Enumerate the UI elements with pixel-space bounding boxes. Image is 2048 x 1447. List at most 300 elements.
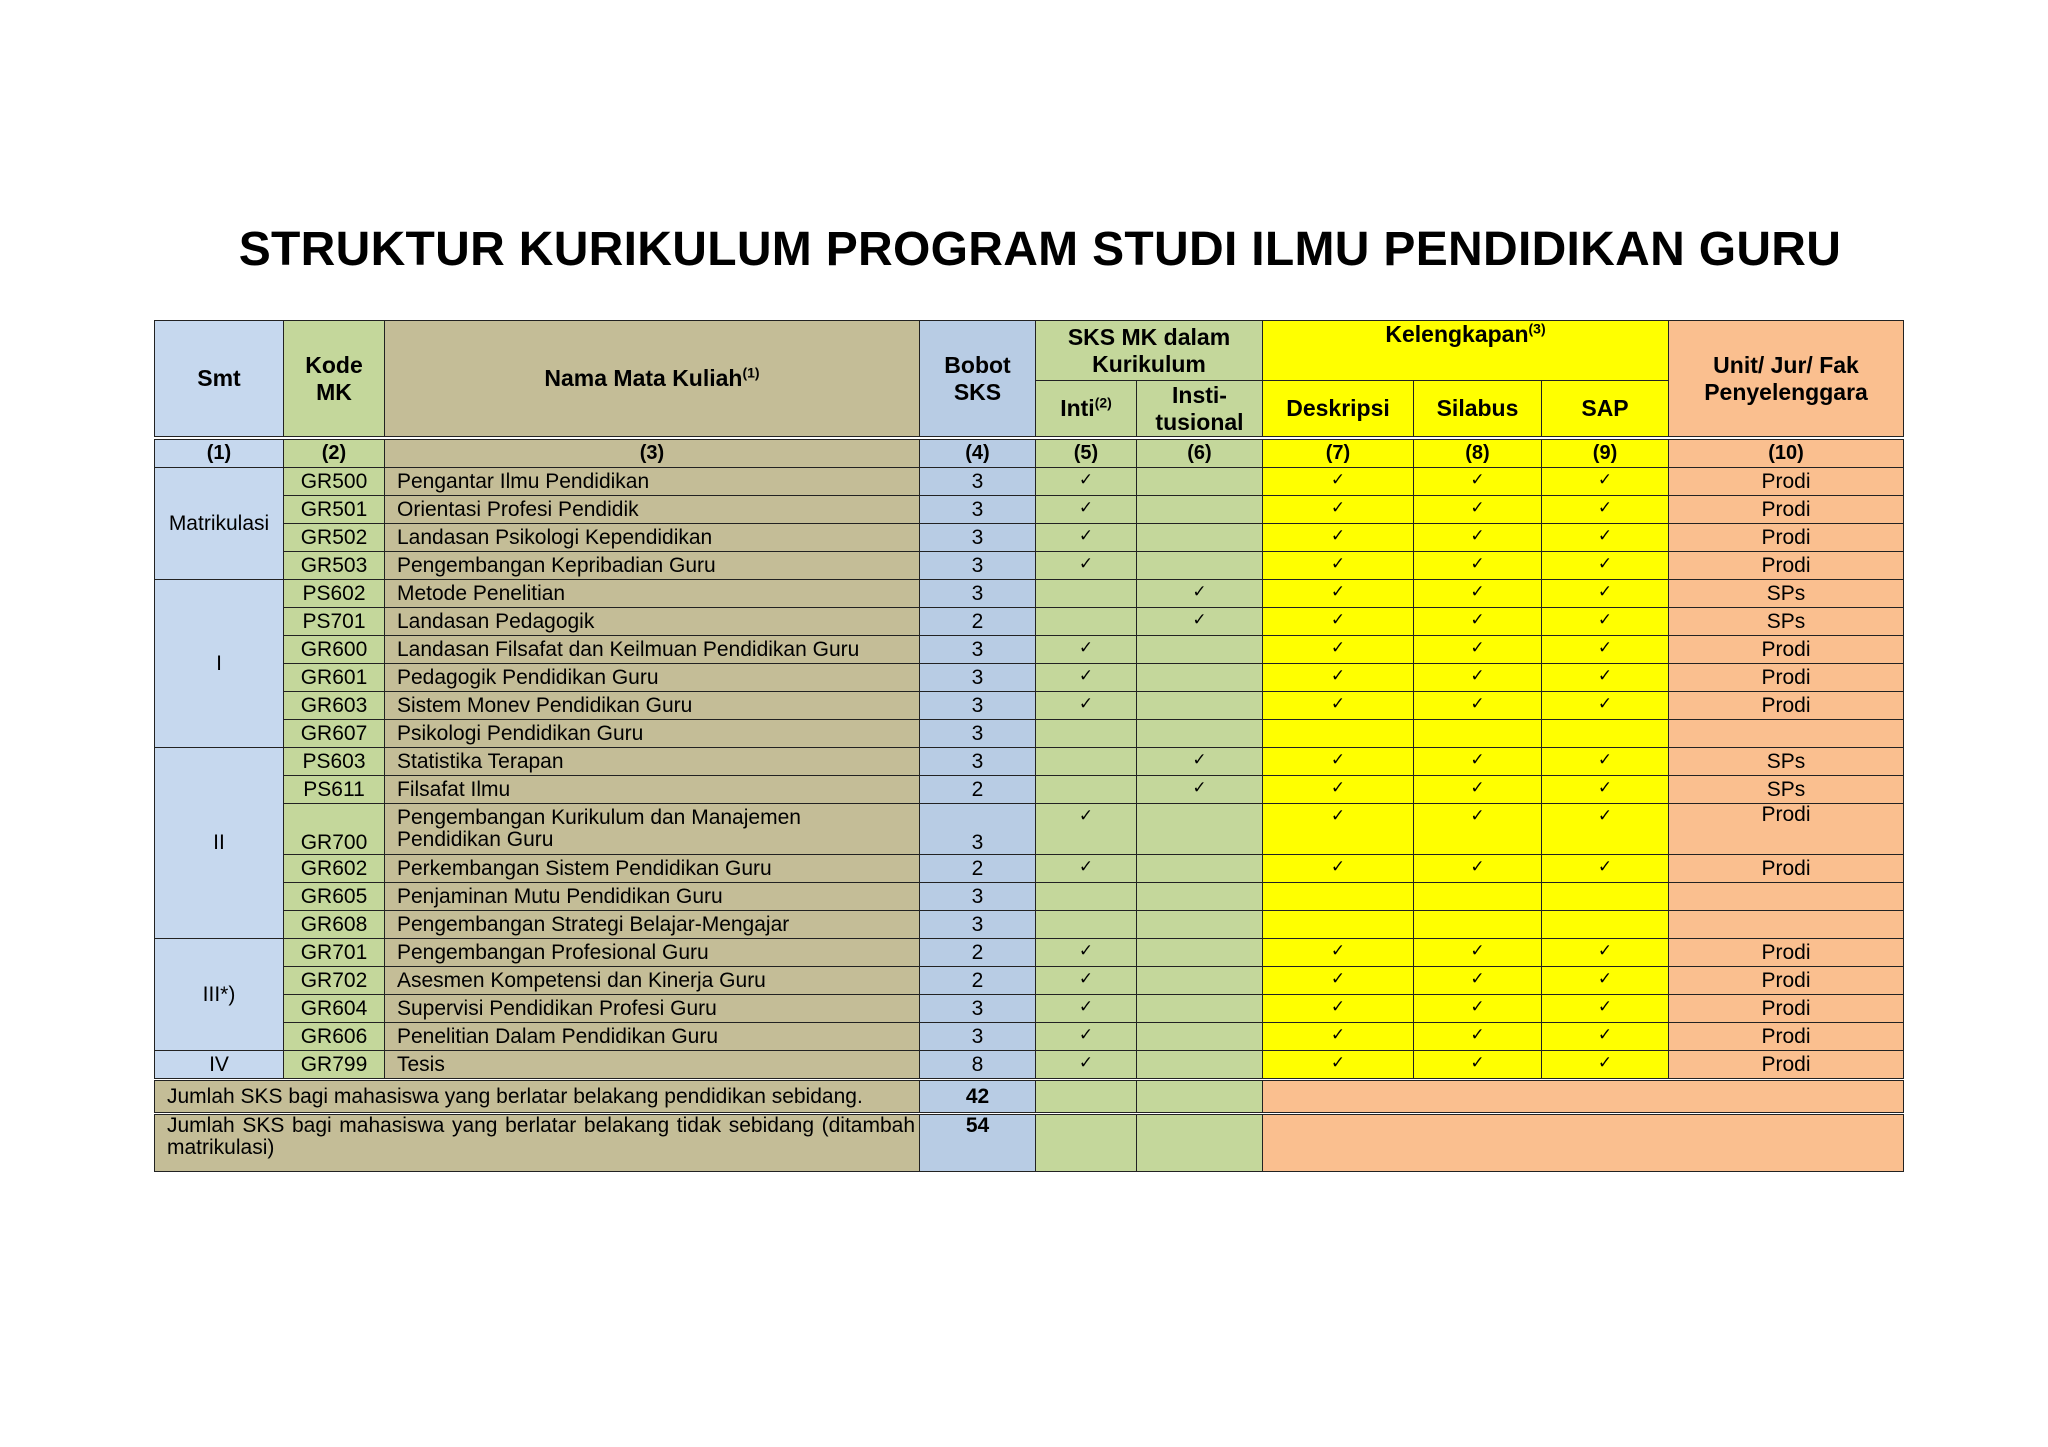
check-cell bbox=[1263, 608, 1414, 636]
check-icon: ✓ bbox=[1597, 666, 1613, 686]
check-cell bbox=[1263, 776, 1414, 804]
check-icon: ✓ bbox=[1192, 610, 1207, 630]
check-cell bbox=[1036, 636, 1137, 664]
check-cell bbox=[1263, 468, 1414, 496]
kode-cell: GR603 bbox=[284, 692, 385, 720]
kode-cell: GR502 bbox=[284, 524, 385, 552]
check-cell bbox=[1542, 804, 1669, 855]
nama-line: Landasan Psikologi Kependidikan bbox=[397, 525, 713, 549]
kode-cell: GR605 bbox=[284, 883, 385, 911]
check-icon: ✓ bbox=[1330, 806, 1346, 826]
col-number: (4) bbox=[920, 440, 1036, 468]
check-icon: ✓ bbox=[1330, 1053, 1346, 1073]
check-icon: ✓ bbox=[1470, 526, 1485, 546]
check-icon: ✓ bbox=[1597, 806, 1613, 826]
nama-line: Perkembangan Sistem Pendidikan Guru bbox=[397, 856, 772, 880]
check-cell bbox=[1036, 804, 1137, 855]
unit-cell: Prodi bbox=[1669, 552, 1904, 580]
check-cell bbox=[1414, 804, 1542, 855]
check-icon: ✓ bbox=[1078, 554, 1094, 574]
check-icon: ✓ bbox=[1078, 526, 1094, 546]
check-cell bbox=[1542, 911, 1669, 939]
check-cell bbox=[1036, 608, 1137, 636]
nama-cell bbox=[385, 911, 920, 939]
check-cell bbox=[1542, 939, 1669, 967]
check-cell bbox=[1137, 1051, 1263, 1079]
check-cell bbox=[1137, 524, 1263, 552]
check-cell bbox=[1036, 967, 1137, 995]
nama-line: Statistika Terapan bbox=[397, 749, 564, 773]
nama-cell bbox=[385, 748, 920, 776]
check-cell bbox=[1036, 524, 1137, 552]
check-icon: ✓ bbox=[1078, 1053, 1094, 1073]
check-cell bbox=[1414, 911, 1542, 939]
bobot-cell: 2 bbox=[920, 855, 1036, 883]
kode-cell: GR607 bbox=[284, 720, 385, 748]
check-cell bbox=[1414, 748, 1542, 776]
check-icon: ✓ bbox=[1597, 750, 1613, 770]
check-cell bbox=[1036, 883, 1137, 911]
header-silabus: Silabus bbox=[1414, 381, 1542, 437]
check-cell bbox=[1414, 580, 1542, 608]
smt-cell: IV bbox=[155, 1051, 284, 1079]
check-cell bbox=[1414, 496, 1542, 524]
col-number: (8) bbox=[1414, 440, 1542, 468]
header-unit-penyelenggara: Unit/ Jur/ Fak Penyelenggara bbox=[1669, 321, 1904, 437]
check-icon: ✓ bbox=[1470, 1025, 1485, 1045]
check-icon: ✓ bbox=[1330, 857, 1346, 877]
check-cell bbox=[1414, 995, 1542, 1023]
check-icon: ✓ bbox=[1597, 582, 1613, 602]
check-cell bbox=[1137, 580, 1263, 608]
check-cell bbox=[1137, 748, 1263, 776]
table-row bbox=[155, 720, 1904, 748]
nama-line: Pengembangan Kurikulum dan Manajemen bbox=[397, 806, 801, 829]
bobot-cell: 3 bbox=[920, 524, 1036, 552]
check-cell bbox=[1542, 468, 1669, 496]
check-icon: ✓ bbox=[1330, 470, 1346, 490]
nama-cell bbox=[385, 883, 920, 911]
check-icon: ✓ bbox=[1330, 997, 1346, 1017]
col-number: (2) bbox=[284, 440, 385, 468]
table-row bbox=[155, 855, 1904, 883]
unit-cell: Prodi bbox=[1669, 524, 1904, 552]
header-institusional: Insti-tusional bbox=[1137, 381, 1263, 437]
check-icon: ✓ bbox=[1597, 857, 1613, 877]
check-cell bbox=[1414, 1051, 1542, 1079]
check-icon: ✓ bbox=[1078, 638, 1094, 658]
summary-row bbox=[155, 1115, 1904, 1172]
check-cell bbox=[1542, 720, 1669, 748]
summary-row bbox=[155, 1081, 1904, 1113]
header-inti: Inti$^{(2)}$ bbox=[1036, 381, 1137, 437]
check-cell bbox=[1542, 1023, 1669, 1051]
check-icon: ✓ bbox=[1470, 969, 1485, 989]
nama-cell bbox=[385, 804, 920, 855]
check-icon: ✓ bbox=[1470, 638, 1485, 658]
check-icon: ✓ bbox=[1192, 778, 1207, 798]
check-icon: ✓ bbox=[1597, 969, 1613, 989]
check-cell bbox=[1414, 664, 1542, 692]
kode-cell: GR606 bbox=[284, 1023, 385, 1051]
table-row bbox=[155, 883, 1904, 911]
bobot-cell: 2 bbox=[920, 776, 1036, 804]
nama-line: Penjaminan Mutu Pendidikan Guru bbox=[397, 884, 723, 908]
check-cell bbox=[1036, 552, 1137, 580]
check-cell bbox=[1263, 995, 1414, 1023]
nama-line: Pedagogik Pendidikan Guru bbox=[397, 665, 659, 689]
table-row bbox=[155, 967, 1904, 995]
col-number: (7) bbox=[1263, 440, 1414, 468]
check-cell bbox=[1263, 883, 1414, 911]
check-icon: ✓ bbox=[1470, 470, 1485, 490]
unit-cell: SPs bbox=[1669, 748, 1904, 776]
header-bobot-sks: Bobot SKS bbox=[920, 321, 1036, 437]
table-row bbox=[155, 496, 1904, 524]
smt-cell: Matrikulasi bbox=[155, 468, 284, 580]
header-kode-mk: Kode MK bbox=[284, 321, 385, 437]
bobot-cell: 3 bbox=[920, 911, 1036, 939]
check-cell bbox=[1414, 1023, 1542, 1051]
nama-line: Pengembangan Strategi Belajar-Mengajar bbox=[397, 912, 790, 936]
check-icon: ✓ bbox=[1470, 806, 1485, 826]
kode-cell: GR503 bbox=[284, 552, 385, 580]
col-number: (6) bbox=[1137, 440, 1263, 468]
bobot-cell: 3 bbox=[920, 883, 1036, 911]
check-cell bbox=[1414, 524, 1542, 552]
table-row bbox=[155, 1051, 1904, 1079]
check-cell bbox=[1542, 1051, 1669, 1079]
unit-cell: Prodi bbox=[1669, 967, 1904, 995]
check-cell bbox=[1036, 939, 1137, 967]
bobot-cell: 3 bbox=[920, 636, 1036, 664]
check-cell bbox=[1542, 995, 1669, 1023]
table-row bbox=[155, 524, 1904, 552]
check-cell bbox=[1263, 1051, 1414, 1079]
check-icon: ✓ bbox=[1470, 582, 1485, 602]
nama-cell bbox=[385, 468, 920, 496]
nama-cell bbox=[385, 692, 920, 720]
check-cell bbox=[1542, 664, 1669, 692]
check-cell bbox=[1542, 636, 1669, 664]
nama-cell bbox=[385, 776, 920, 804]
check-icon: ✓ bbox=[1470, 857, 1485, 877]
check-icon: ✓ bbox=[1078, 498, 1094, 518]
check-cell bbox=[1414, 883, 1542, 911]
check-cell bbox=[1542, 776, 1669, 804]
nama-cell bbox=[385, 995, 920, 1023]
check-cell bbox=[1542, 496, 1669, 524]
header-sks-mk-kurikulum: SKS MK dalam Kurikulum bbox=[1036, 321, 1263, 381]
summary-label: Jumlah SKS bagi mahasiswa yang berlatar belakang pendidikan sebidang. bbox=[155, 1081, 920, 1113]
check-cell bbox=[1137, 720, 1263, 748]
check-icon: ✓ bbox=[1597, 778, 1613, 798]
table-body bbox=[155, 468, 1904, 1079]
unit-cell: Prodi bbox=[1669, 1051, 1904, 1079]
bobot-cell: 8 bbox=[920, 1051, 1036, 1079]
check-cell bbox=[1036, 1051, 1137, 1079]
header-smt: Smt bbox=[155, 321, 284, 437]
unit-cell: Prodi bbox=[1669, 692, 1904, 720]
check-icon: ✓ bbox=[1330, 582, 1346, 602]
bobot-cell: 3 bbox=[920, 748, 1036, 776]
check-icon: ✓ bbox=[1330, 750, 1346, 770]
check-cell bbox=[1263, 496, 1414, 524]
check-cell bbox=[1263, 720, 1414, 748]
check-cell bbox=[1542, 580, 1669, 608]
bobot-cell: 3 bbox=[920, 468, 1036, 496]
check-icon: ✓ bbox=[1330, 694, 1346, 714]
check-cell bbox=[1414, 468, 1542, 496]
nama-cell bbox=[385, 664, 920, 692]
check-cell bbox=[1036, 664, 1137, 692]
unit-cell: Prodi bbox=[1669, 496, 1904, 524]
check-icon: ✓ bbox=[1330, 1025, 1346, 1045]
bobot-cell: 3 bbox=[920, 1023, 1036, 1051]
col-number: (1) bbox=[155, 440, 284, 468]
check-cell bbox=[1263, 580, 1414, 608]
check-icon: ✓ bbox=[1470, 498, 1485, 518]
check-cell bbox=[1137, 855, 1263, 883]
table-row bbox=[155, 776, 1904, 804]
check-icon: ✓ bbox=[1330, 666, 1346, 686]
table-row bbox=[155, 939, 1904, 967]
nama-line: Landasan Filsafat dan Keilmuan Pendidikan Guru bbox=[397, 637, 860, 661]
nama-line: Filsafat Ilmu bbox=[397, 777, 511, 801]
nama-cell bbox=[385, 496, 920, 524]
unit-cell: Prodi bbox=[1669, 664, 1904, 692]
nama-cell bbox=[385, 524, 920, 552]
column-number-row bbox=[155, 440, 1904, 468]
col-number: (5) bbox=[1036, 440, 1137, 468]
page-title: STRUKTUR KURIKULUM PROGRAM STUDI ILMU PENDIDIKAN GURU bbox=[238, 223, 1842, 276]
nama-cell bbox=[385, 552, 920, 580]
nama-line: Sistem Monev Pendidikan Guru bbox=[397, 693, 693, 717]
table-row bbox=[155, 552, 1904, 580]
check-cell bbox=[1036, 776, 1137, 804]
kode-cell: GR701 bbox=[284, 939, 385, 967]
nama-cell bbox=[385, 636, 920, 664]
unit-cell: Prodi bbox=[1669, 636, 1904, 664]
check-cell bbox=[1414, 939, 1542, 967]
unit-cell: Prodi bbox=[1669, 939, 1904, 967]
kode-cell: GR602 bbox=[284, 855, 385, 883]
summary-section bbox=[155, 1079, 1904, 1172]
check-icon: ✓ bbox=[1597, 1053, 1613, 1073]
bobot-cell: 3 bbox=[920, 580, 1036, 608]
kode-cell: PS701 bbox=[284, 608, 385, 636]
check-cell bbox=[1263, 804, 1414, 855]
table-row bbox=[155, 1023, 1904, 1051]
check-cell bbox=[1263, 939, 1414, 967]
check-cell bbox=[1414, 967, 1542, 995]
kode-cell: GR600 bbox=[284, 636, 385, 664]
check-icon: ✓ bbox=[1597, 470, 1613, 490]
check-cell bbox=[1263, 748, 1414, 776]
nama-cell bbox=[385, 720, 920, 748]
check-cell bbox=[1137, 995, 1263, 1023]
nama-line: Supervisi Pendidikan Profesi Guru bbox=[397, 996, 717, 1020]
check-cell bbox=[1542, 524, 1669, 552]
check-icon: ✓ bbox=[1330, 526, 1346, 546]
check-cell bbox=[1263, 855, 1414, 883]
nama-cell bbox=[385, 608, 920, 636]
table-row bbox=[155, 664, 1904, 692]
check-icon: ✓ bbox=[1330, 638, 1346, 658]
check-cell bbox=[1542, 748, 1669, 776]
check-cell bbox=[1036, 995, 1137, 1023]
check-cell bbox=[1137, 939, 1263, 967]
kode-cell: GR501 bbox=[284, 496, 385, 524]
curriculum-table bbox=[154, 320, 1904, 1172]
check-cell bbox=[1036, 911, 1137, 939]
check-cell bbox=[1137, 967, 1263, 995]
unit-cell bbox=[1669, 883, 1904, 911]
check-icon: ✓ bbox=[1597, 997, 1613, 1017]
nama-cell bbox=[385, 1051, 920, 1079]
check-cell bbox=[1542, 967, 1669, 995]
nama-cell bbox=[385, 967, 920, 995]
bobot-cell: 3 bbox=[920, 552, 1036, 580]
bobot-cell: 3 bbox=[920, 664, 1036, 692]
unit-cell: SPs bbox=[1669, 608, 1904, 636]
unit-cell bbox=[1669, 720, 1904, 748]
check-cell bbox=[1542, 855, 1669, 883]
check-icon: ✓ bbox=[1330, 554, 1346, 574]
unit-cell bbox=[1669, 911, 1904, 939]
check-icon: ✓ bbox=[1330, 498, 1346, 518]
unit-cell: Prodi bbox=[1669, 1023, 1904, 1051]
check-cell bbox=[1263, 524, 1414, 552]
check-icon: ✓ bbox=[1078, 806, 1094, 826]
check-cell bbox=[1036, 720, 1137, 748]
col-number: (3) bbox=[385, 440, 920, 468]
table-row bbox=[155, 692, 1904, 720]
kode-cell: GR608 bbox=[284, 911, 385, 939]
check-icon: ✓ bbox=[1078, 666, 1094, 686]
nama-line: Pengembangan Profesional Guru bbox=[397, 940, 709, 964]
check-cell bbox=[1137, 1023, 1263, 1051]
check-cell bbox=[1414, 608, 1542, 636]
check-icon: ✓ bbox=[1078, 1025, 1094, 1045]
check-cell bbox=[1137, 692, 1263, 720]
check-cell bbox=[1137, 883, 1263, 911]
kode-cell: PS602 bbox=[284, 580, 385, 608]
bobot-cell: 3 bbox=[920, 720, 1036, 748]
check-icon: ✓ bbox=[1078, 857, 1094, 877]
check-icon: ✓ bbox=[1597, 498, 1613, 518]
check-cell bbox=[1137, 911, 1263, 939]
check-cell bbox=[1542, 608, 1669, 636]
check-icon: ✓ bbox=[1597, 526, 1613, 546]
nama-cell bbox=[385, 580, 920, 608]
unit-cell: SPs bbox=[1669, 776, 1904, 804]
bobot-cell: 2 bbox=[920, 967, 1036, 995]
check-cell bbox=[1263, 692, 1414, 720]
col-number: (10) bbox=[1669, 440, 1904, 468]
check-icon: ✓ bbox=[1078, 997, 1094, 1017]
check-cell bbox=[1036, 855, 1137, 883]
check-cell bbox=[1036, 692, 1137, 720]
check-icon: ✓ bbox=[1597, 1025, 1613, 1045]
kode-cell: PS611 bbox=[284, 776, 385, 804]
nama-line: Asesmen Kompetensi dan Kinerja Guru bbox=[397, 968, 766, 992]
table-row bbox=[155, 580, 1904, 608]
bobot-cell: 2 bbox=[920, 939, 1036, 967]
check-cell bbox=[1414, 692, 1542, 720]
check-icon: ✓ bbox=[1078, 969, 1094, 989]
bobot-cell: 3 bbox=[920, 804, 1036, 855]
nama-line: Tesis bbox=[397, 1052, 445, 1076]
header-kelengkapan: Kelengkapan$^{(3)}$ bbox=[1263, 321, 1669, 381]
check-icon: ✓ bbox=[1597, 941, 1613, 961]
kode-cell: GR601 bbox=[284, 664, 385, 692]
check-cell bbox=[1263, 911, 1414, 939]
check-icon: ✓ bbox=[1597, 638, 1613, 658]
check-cell bbox=[1137, 496, 1263, 524]
check-icon: ✓ bbox=[1330, 610, 1346, 630]
check-cell bbox=[1036, 1023, 1137, 1051]
bobot-cell: 2 bbox=[920, 608, 1036, 636]
check-cell bbox=[1263, 636, 1414, 664]
table-row bbox=[155, 468, 1904, 496]
check-cell bbox=[1542, 692, 1669, 720]
col-number: (9) bbox=[1542, 440, 1669, 468]
check-icon: ✓ bbox=[1330, 969, 1346, 989]
kode-cell: GR604 bbox=[284, 995, 385, 1023]
table-row bbox=[155, 608, 1904, 636]
check-icon: ✓ bbox=[1470, 941, 1485, 961]
unit-cell: Prodi bbox=[1669, 995, 1904, 1023]
table-row bbox=[155, 748, 1904, 776]
check-icon: ✓ bbox=[1470, 1053, 1485, 1073]
header-deskripsi: Deskripsi bbox=[1263, 381, 1414, 437]
summary-value: 42 bbox=[920, 1081, 1036, 1113]
unit-cell: SPs bbox=[1669, 580, 1904, 608]
check-cell bbox=[1263, 1023, 1414, 1051]
check-icon: ✓ bbox=[1470, 610, 1485, 630]
check-cell bbox=[1263, 664, 1414, 692]
kode-cell: GR700 bbox=[284, 804, 385, 855]
check-cell bbox=[1263, 552, 1414, 580]
unit-cell: Prodi bbox=[1669, 804, 1904, 855]
check-cell bbox=[1036, 580, 1137, 608]
check-cell bbox=[1414, 720, 1542, 748]
check-icon: ✓ bbox=[1192, 582, 1207, 602]
nama-cell bbox=[385, 939, 920, 967]
header-nama-mata-kuliah: Nama Mata Kuliah$^{(1)}$ bbox=[385, 321, 920, 437]
unit-cell: Prodi bbox=[1669, 855, 1904, 883]
check-icon: ✓ bbox=[1470, 694, 1485, 714]
smt-cell: III*) bbox=[155, 939, 284, 1051]
nama-line: Pengantar Ilmu Pendidikan bbox=[397, 469, 650, 493]
bobot-cell: 3 bbox=[920, 995, 1036, 1023]
check-icon: ✓ bbox=[1470, 750, 1485, 770]
nama-line: Penelitian Dalam Pendidikan Guru bbox=[397, 1024, 719, 1048]
check-cell bbox=[1542, 883, 1669, 911]
nama-cell bbox=[385, 855, 920, 883]
nama-line: Metode Penelitian bbox=[397, 581, 566, 605]
check-icon: ✓ bbox=[1470, 666, 1485, 686]
summary-label: Jumlah SKS bagi mahasiswa yang berlatar belakang tidak sebidang (ditambah matrikulasi) bbox=[155, 1115, 920, 1172]
check-icon: ✓ bbox=[1470, 997, 1485, 1017]
kode-cell: PS603 bbox=[284, 748, 385, 776]
check-cell bbox=[1414, 636, 1542, 664]
check-icon: ✓ bbox=[1597, 694, 1613, 714]
smt-cell: II bbox=[155, 748, 284, 939]
check-cell bbox=[1414, 855, 1542, 883]
table-row bbox=[155, 636, 1904, 664]
